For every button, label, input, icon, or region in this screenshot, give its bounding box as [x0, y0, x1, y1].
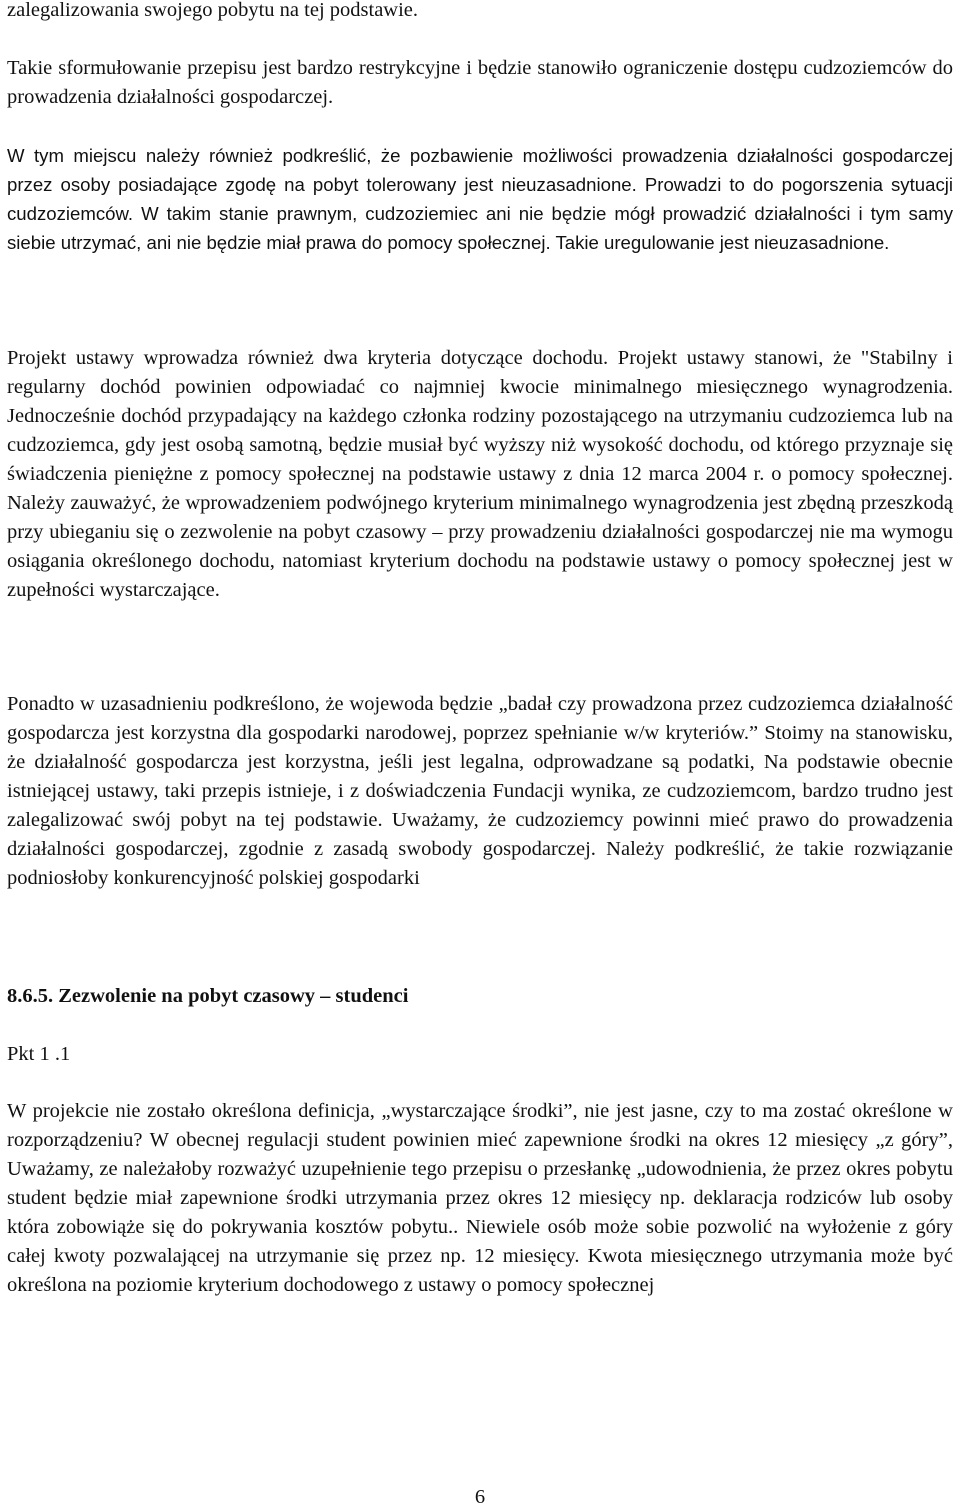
- paragraph-intro: zalegalizowania swojego pobytu na tej podstawie.: [7, 0, 419, 21]
- paragraph-tolerated-stay: W tym miejscu należy również podkreślić, że pozbawienie możliwości prowadzenia działalności gospodarczej przez osoby posiadające zgodę na pobyt tolerowany jest nieuzasadnione. Prowadzi to do pogorszenia sytuacji cudzoziemców. W takim stanie prawnym, cudzoziemiec ani nie będzie mógł prowadzić działalności i tym samy siebie utrzymać, ani nie będzie miał prawa do pomocy społecznej. Takie uregulowanie jest nieuzasadnione.: [7, 145, 953, 253]
- paragraph-income-criteria: Projekt ustawy wprowadza również dwa kryteria dotyczące dochodu. Projekt ustawy stanowi, że "Stabilny i regularny dochód powinien odpowiadać co najmniej kwocie minimalnego miesięcznego wynagrodzenia. Jednocześnie dochód przypadający na każdego członka rodziny pozostającego na utrzymaniu cudzoziemca lub na cudzoziemca, gdy jest osobą samotną, będzie musiał być wyższy niż wysokość dochodu, od którego przyznaje się świadczenia pieniężne z pomocy społecznej na podstawie ustawy z dnia 12 marca 2004 r. o pomocy społecznej. Należy zauważyć, że wprowadzeniem podwójnego kryterium minimalnego wynagrodzenia jest zbędną przeszkodą przy ubieganiu się o zezwolenie na pobyt czasowy – przy prowadzeniu działalności gospodarczej nie ma wymogu osiągania określonego dochodu, natomiast kryterium dochodu na podstawie ustawy o pomocy społecznej jest w zupełności wystarczające.: [7, 347, 953, 601]
- point-label: Pkt 1 .1: [7, 1043, 71, 1065]
- page-number: 6: [474, 1486, 486, 1508]
- paragraph-students: W projekcie nie zostało określona definicja, „wystarczające środki”, nie jest jasne, czy to ma zostać określone w rozporządzeniu? W obecnej regulacji student powinien mieć zapewnione środki na okres 12 miesięcy „z góry”, Uważamy, ze należałoby rozważyć uzupełnienie tego przepisu o przesłankę „udowodnienia, że przez okres pobytu student będzie miał zapewnione środki utrzymania przez okres 12 miesięcy np. deklaracja rodziców lub osoby która zobowiąże się do pokrywania kosztów pobytu.. Niewiele osób może sobie pozwolić na wyłożenie z góry całej kwoty pozwalającej na utrzymanie się przez np. 12 miesięcy. Kwota miesięcznego utrzymania może być określona na poziomie kryterium dochodowego z ustawy o pomocy społecznej: [7, 1100, 953, 1296]
- paragraph-justification: Ponadto w uzasadnieniu podkreślono, że wojewoda będzie „badał czy prowadzona przez cudzoziemca działalność gospodarcza jest korzystna dla gospodarki narodowej, poprzez spełnianie w/w kryteriów.” Stoimy na stanowisku, że działalność gospodarcza jest korzystna, jeśli jest legalna, odprowadzane są podatki, Na podstawie obecnie istniejącej ustawy, taki przepis istnieje, i z doświadczenia Fundacji wynika, ze cudzoziemcom, bardzo trudno jest zalegalizować swój pobyt na tej podstawie. Uważamy, że cudzoziemcy powinni mieć prawo do prowadzenia działalności gospodarczej, zgodnie z zasadą swobody gospodarczej. Należy podkreślić, że takie rozwiązanie podniosłoby konkurencyjność polskiej gospodarki: [7, 693, 953, 889]
- paragraph-restriction: Takie sformułowanie przepisu jest bardzo restrykcyjne i będzie stanowiło ograniczenie dostępu cudzoziemców do prowadzenia działalności gospodarczej.: [7, 57, 953, 108]
- section-heading: 8.6.5. Zezwolenie na pobyt czasowy – studenci: [7, 985, 409, 1007]
